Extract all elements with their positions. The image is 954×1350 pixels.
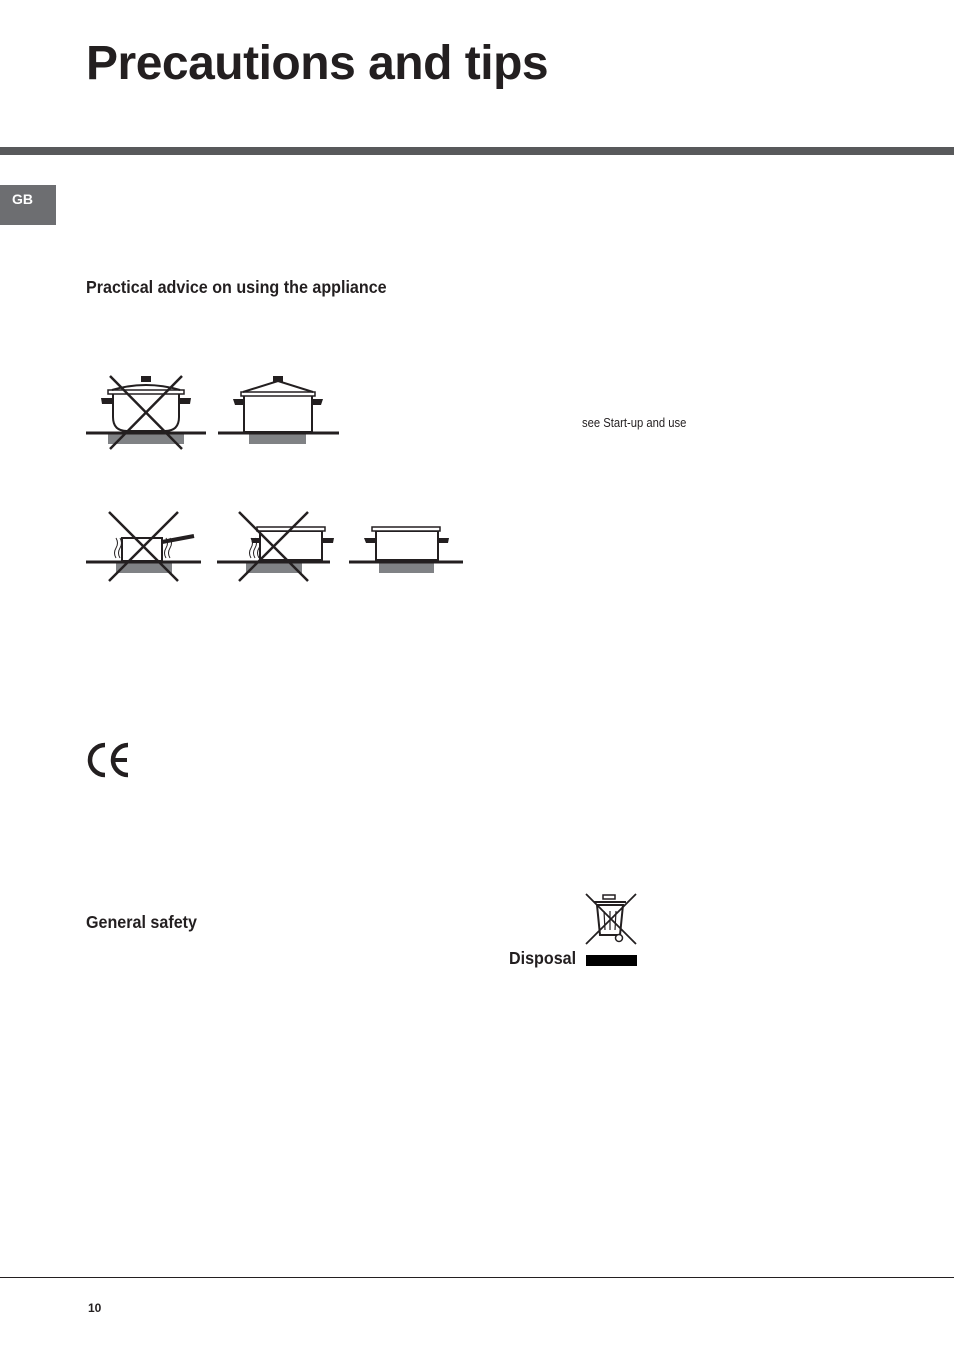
pot-size-comparison-icon [86,372,342,452]
pot-too-small-icon [86,376,206,449]
pot-off-centre-icon [217,512,334,581]
footer-rule [0,1277,954,1278]
pot-correct-size-icon [218,376,339,444]
header-rule [0,147,954,155]
general-safety-heading: General safety [86,912,197,932]
disposal-marker-bar [586,955,637,966]
practical-advice-heading: Practical advice on using the appliance [86,277,387,297]
pan-too-small-icon [86,512,201,581]
pot-centred-icon [349,527,463,573]
page-title: Precautions and tips [86,37,549,90]
disposal-heading: Disposal [509,948,577,968]
start-up-cross-reference: see Start-up and use [582,416,687,430]
crossed-out-wheelie-bin-icon [584,892,640,948]
language-tab: GB [0,185,56,225]
pan-placement-comparison-icon [86,508,466,588]
page-number: 10 [88,1301,102,1315]
ce-mark-icon [86,743,132,777]
